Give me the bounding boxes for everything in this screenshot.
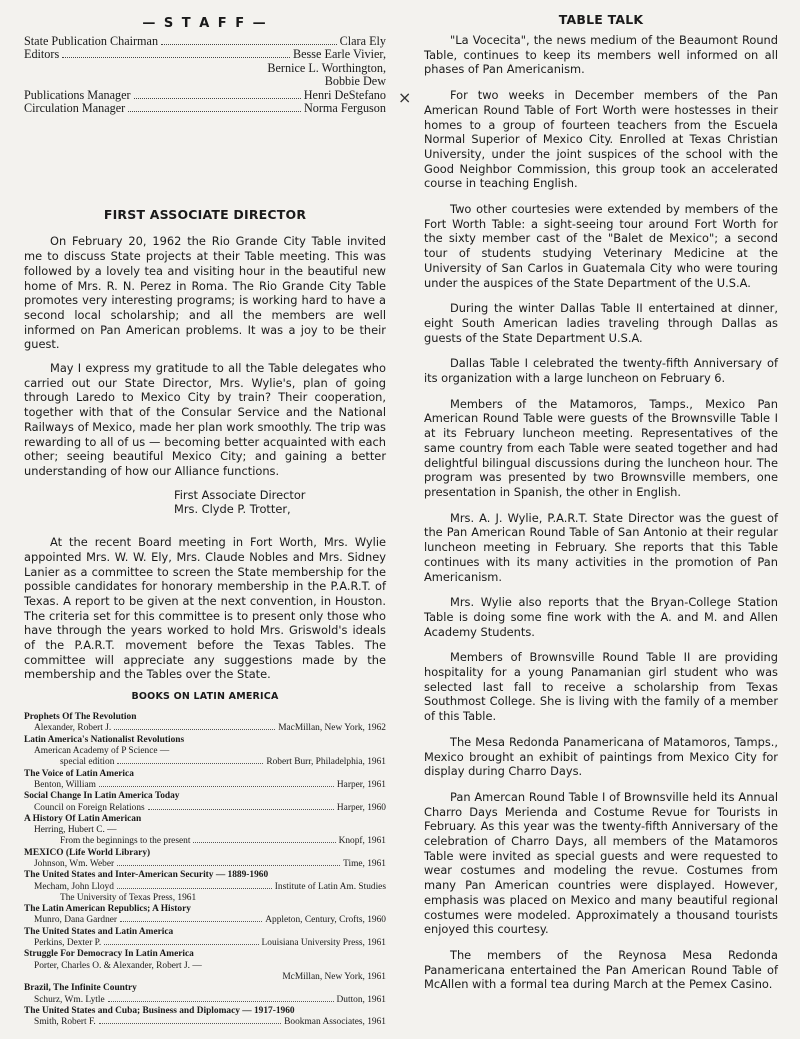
signature-title: First Associate Director — [174, 487, 306, 502]
staff-row — [24, 62, 386, 75]
book-publisher: Robert Burr, Philadelphia, 1961 — [266, 757, 386, 768]
paragraph: Members of Brownsville Round Table II are providing hospitality for a young Panamanian girl student who was selected last fall to receive a scholarship from Texas Southmost College. She is living with the family of a member of this Table. — [424, 650, 778, 724]
signature-name: Mrs. Clyde P. Trotter, — [174, 502, 291, 517]
dot-leader — [148, 809, 334, 810]
book-line — [24, 882, 386, 893]
book-detail: Porter, Charles O. & Alexander, Robert J. — — [34, 960, 202, 971]
staff-name: Bernice L. Worthington, — [267, 60, 386, 75]
staff-role: Editors — [24, 47, 60, 62]
book-publisher: McMillan, New York, 1961 — [282, 971, 386, 982]
book-publisher: Time, 1961 — [343, 858, 386, 869]
dot-leader — [104, 944, 258, 945]
paragraph: Two other courtesies were extended by members of the Fort Worth Table: a sight-seeing tour around Fort Worth for the sixty member cast of the "Balet de Mexico"; a second tour of students studying Veterinary Medicine at the University of San Carlos in Guatemala City who were touring under the auspices of the State Department of the U.S.A. — [424, 202, 778, 290]
first-associate-body — [24, 234, 386, 478]
paragraph: The Mesa Redonda Panamericana of Matamoros, Tamps., Mexico brought an exhibit of paintings from Mexico City for display during Charro Days. — [424, 734, 778, 779]
dot-leader — [99, 786, 334, 787]
book-line — [24, 723, 386, 734]
staff-role: Publications Manager — [24, 87, 131, 102]
margin-mark: × — [398, 88, 412, 107]
staff-role: State Publication Chairman — [24, 34, 159, 48]
book-detail: Herring, Hubert C. — — [34, 825, 117, 836]
book-publisher: Appleton, Century, Crofts, 1960 — [265, 915, 386, 926]
book-title: A History Of Latin American — [24, 813, 142, 824]
book-line — [24, 972, 386, 983]
books-list — [24, 712, 386, 1028]
right-column — [424, 0, 778, 1003]
paragraph: Pan Amercan Round Table I of Brownsville held its Annual Charro Days Merienda and Costume Revue for Tourists in February. As this year was the twenty-fifth Anniversary of the celebration of Charro Days, all members of the Matamoros Table were invited as special guests and were requested to wear costumes and modeling the revue. Costumes from many Pan American countries were displayed. However, emphasis was placed on Mexico and many beautiful regional costumes were modeled. Approximately a thousand tourists enjoyed this courtesy. — [424, 789, 778, 937]
book-publisher: Harper, 1960 — [336, 802, 386, 813]
paragraph: Mrs. A. J. Wylie, P.A.R.T. State Director was the guest of the Pan American Round Table of San Antonio at their regular luncheon meeting in February. She reports that this Table continues with its many activities in the promotion of Pan Americanism. — [424, 510, 778, 584]
book-title: Brazil, The Infinite Country — [24, 983, 137, 994]
dot-leader — [99, 1023, 281, 1024]
dot-leader — [117, 763, 263, 764]
staff-name: Clara Ely — [339, 34, 386, 48]
paragraph: May I express my gratitude to all the Table delegates who carried out our State Director, Mrs. Wylie's, plan of going through Laredo to Mexico City by train? Their cooperation, together with that of the Consular Service and the National Railways of Mexico, made her plan work smoothly. The trip was rewarding to all of us — becoming better acquainted with each other; seeing beautiful Mexico City; and gaining a better understanding of how our Alliance functions. — [24, 361, 386, 478]
staff-row — [24, 75, 386, 88]
book-author: Munro, Dana Gardner — [34, 915, 118, 926]
book-publisher: Louisiana University Press, 1961 — [261, 938, 386, 949]
staff-name: Besse Earle Vivier, — [293, 47, 386, 62]
book-publisher: Dutton, 1961 — [336, 994, 386, 1005]
book-line — [24, 915, 386, 926]
staff-name: Norma Ferguson — [303, 101, 386, 116]
book-publisher: MacMillan, New York, 1962 — [278, 723, 386, 734]
staff-row — [24, 89, 386, 102]
book-author: From the beginnings to the present — [60, 836, 191, 847]
paragraph: Members of the Matamoros, Tamps., Mexico Pan American Round Table were guests of the Brownsville Table I at its February luncheon meeting. Representatives of the same country from each Table were seated together and had delightful bilingual discussions during the luncheon hour. The program was presented by two Brownsville members, one presentation in Spanish, the other in English. — [424, 396, 778, 499]
book-publisher: Harper, 1961 — [336, 779, 386, 790]
book-publisher: Institute of Latin Am. Studies — [274, 881, 386, 892]
book-title: MEXICO (Life World Library) — [24, 847, 151, 858]
staff-name: Bobbie Dew — [324, 74, 386, 89]
staff-name: Henri DeStefano — [303, 87, 386, 102]
committee-body — [24, 535, 386, 682]
staff-row — [24, 35, 386, 48]
book-author: Benton, William — [34, 779, 96, 790]
dot-leader — [117, 888, 272, 889]
book-line — [24, 780, 386, 791]
book-author: Smith, Robert F. — [34, 1017, 96, 1028]
paragraph: For two weeks in December members of the Pan American Round Table of Fort Worth were hostesses in their homes to a group of fourteen teachers from the Escuela Normal Superior of Mexico City. Enrolled at Texas Christian University, under the joint suspices of the school with the Good Neighbor Commission, this group took an accelerated course in teaching English. — [424, 88, 778, 191]
staff-row — [24, 48, 386, 61]
staff-row — [24, 102, 386, 115]
book-author: Mecham, John Lloyd — [34, 881, 114, 892]
book-line — [24, 836, 386, 847]
paragraph: During the winter Dallas Table II entertained at dinner, eight South American ladies traveling through Dallas as guests of the State Department U.S.A. — [424, 301, 778, 345]
book-line — [24, 1017, 386, 1028]
book-publisher: Bookman Associates, 1961 — [284, 1017, 386, 1028]
paragraph: "La Vocecita", the news medium of the Beaumont Round Table, continues to keep its members well informed on all phases of Pan Americanism. — [424, 33, 778, 77]
signature-block — [24, 488, 386, 517]
book-author: Perkins, Dexter P. — [34, 938, 102, 949]
staff-role: Circulation Manager — [24, 101, 126, 116]
dot-leader — [117, 865, 340, 866]
book-publisher: Knopf, 1961 — [338, 836, 386, 847]
dot-leader — [108, 1001, 334, 1002]
book-author: Johnson, Wm. Weber — [34, 858, 115, 869]
book-title: The United States and Inter-American Security — 1889-1960 — [24, 870, 269, 881]
book-line — [24, 995, 386, 1006]
book-author: Council on Foreign Relations — [34, 802, 145, 813]
dot-leader — [128, 111, 301, 112]
dot-leader — [134, 98, 301, 99]
left-column — [24, 0, 386, 1028]
book-author: Schurz, Wm. Lytle — [34, 994, 105, 1005]
dot-leader — [114, 729, 275, 730]
book-title: Social Change In Latin America Today — [24, 791, 180, 802]
dot-leader — [62, 57, 290, 58]
book-title: Struggle For Democracy In Latin America — [24, 949, 194, 960]
dot-leader — [120, 921, 262, 922]
dot-leader — [193, 842, 335, 843]
book-title: The Latin American Republics; A History — [24, 904, 191, 915]
book-title: Prophets Of The Revolution — [24, 712, 137, 723]
paragraph: On February 20, 1962 the Rio Grande City Table invited me to discuss State projects at their Table meeting. This was followed by a lovely tea and visiting hour in the beautiful new home of Mrs. R. N. Perez in Roma. The Rio Grande City Table promotes very interesting programs; is working hard to have a second local scholarship; and all the members are well informed on Pan American problems. It was a joy to be their guest. — [24, 234, 386, 352]
first-associate-heading: FIRST ASSOCIATE DIRECTOR — [103, 207, 307, 223]
staff-heading: — S T A F F — — [142, 16, 268, 31]
paragraph: Dallas Table I celebrated the twenty-fifth Anniversary of its organization with a large luncheon on February 6. — [424, 356, 778, 386]
book-line — [24, 938, 386, 949]
table-talk-heading: TABLE TALK — [558, 12, 644, 27]
book-author: Alexander, Robert J. — [34, 723, 112, 734]
paragraph: The members of the Reynosa Mesa Redonda Panamericana entertained the Pan American Round Table of McAllen with a formal tea during March at the Pemex Casino. — [424, 947, 778, 992]
paragraph: At the recent Board meeting in Fort Worth, Mrs. Wylie appointed Mrs. W. W. Ely, Mrs. Claude Nobles and Mrs. Sidney Lanier as a committee to screen the State membership for the possible candidates for honorary membership in the P.A.R.T. of Texas. A report to be given at the next convention, in Houston. The criteria set for this committee is to present only those who have through the years worked to hold Mrs. Griswold's ideals of the P.A.R.T. movement before the Texas Tables. The committee will appreciate any suggestions made by the membership and the Tables over the State. — [24, 535, 386, 682]
book-line — [24, 803, 386, 814]
staff-list — [24, 35, 386, 115]
book-detail: The University of Texas Press, 1961 — [60, 892, 197, 903]
book-title: The Voice of Latin America — [24, 768, 134, 779]
table-talk-body — [424, 33, 778, 992]
paragraph: Mrs. Wylie also reports that the Bryan-College Station Table is doing some fine work with the A. and M. and Allen Academy Students. — [424, 595, 778, 639]
book-detail: American Academy of P Science — — [34, 746, 170, 757]
book-title: The United States and Cuba; Business and Diplomacy — 1917-1960 — [24, 1005, 295, 1016]
book-line — [24, 859, 386, 870]
dot-leader — [161, 44, 337, 45]
book-title: The United States and Latin America — [24, 926, 174, 937]
book-line — [24, 757, 386, 768]
books-heading: BOOKS ON LATIN AMERICA — [131, 691, 279, 703]
book-title: Latin America's Nationalist Revolutions — [24, 734, 185, 745]
book-author: special edition — [60, 757, 115, 768]
